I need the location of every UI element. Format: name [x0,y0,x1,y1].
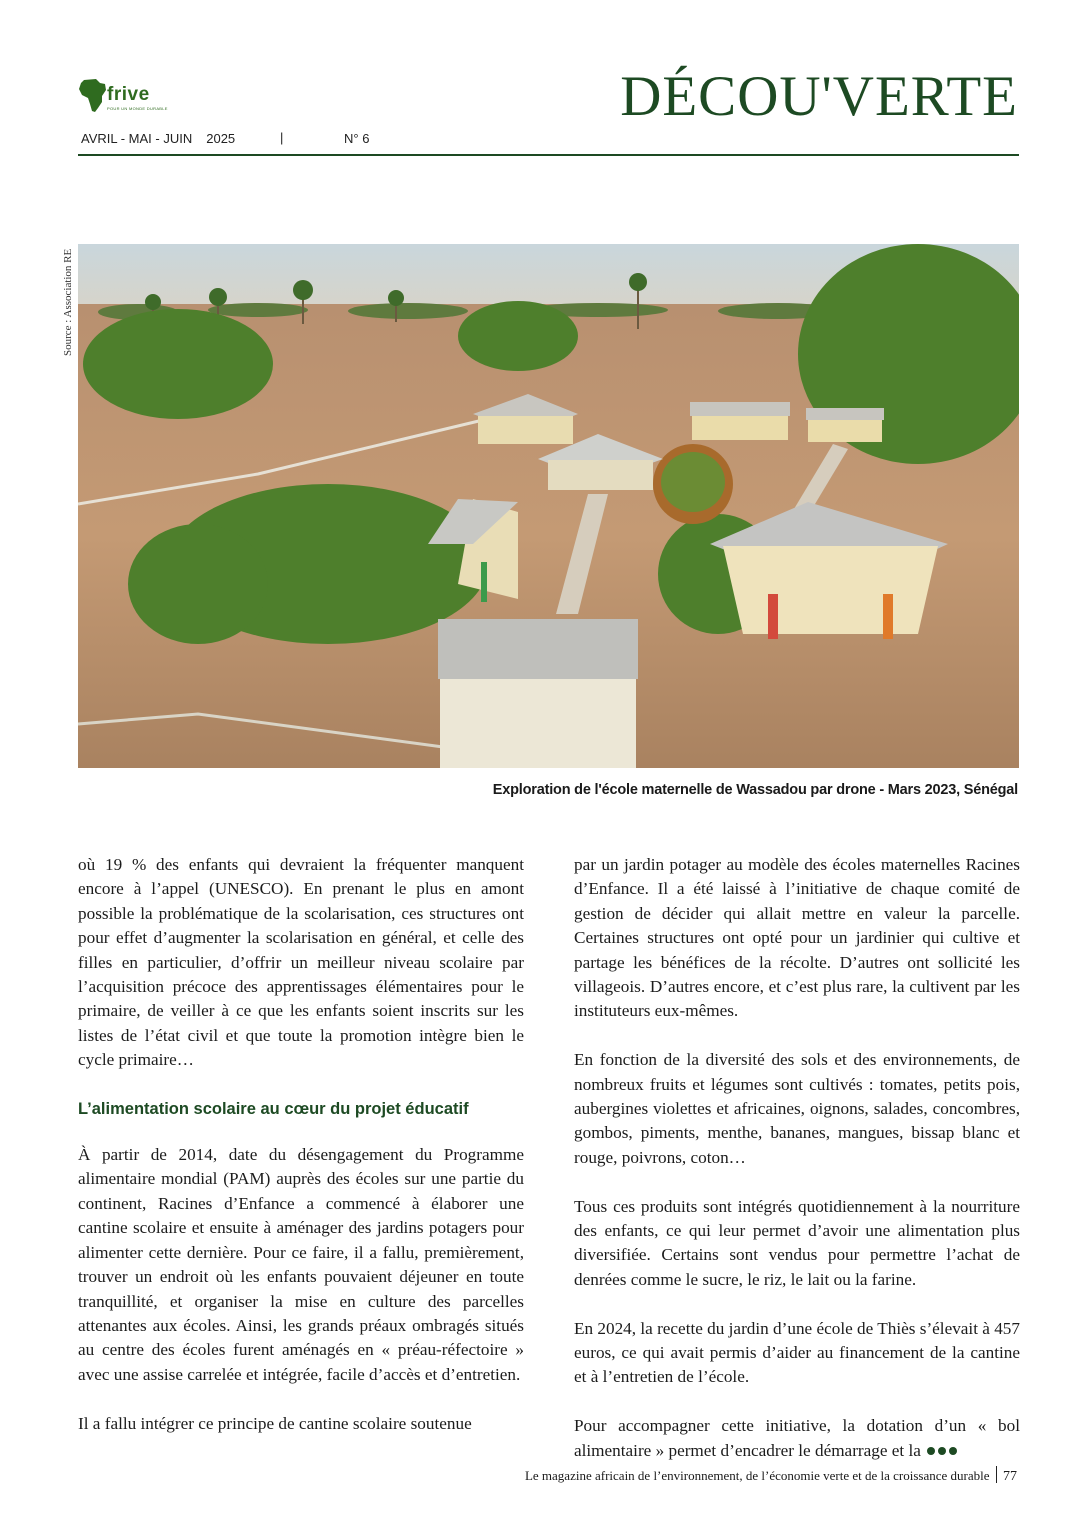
paragraph: Il a fallu intégrer ce principe de cantine scolaire soutenue [78,1413,472,1433]
paragraph-continued [574,1414,1020,1463]
africa-map-icon [78,78,108,114]
paragraph: En fonction de la diversité des sols et des environnements, de nombreux fruits et légumes sont cultivés : tomates, petits pois, aubergines violettes et africaines, oignons, salades, concombres, gombos, piments, menthe, bananes, mangues, bissap blanc et rouge, poivrons, coton… [574,1050,1020,1167]
photo-credit: Source : Association RE [62,248,74,356]
photo-caption: Exploration de l'école maternelle de Wassadou par drone - Mars 2023, Sénégal [492,782,1018,798]
page-number: 77 [1003,1469,1017,1484]
aerial-illustration [78,244,1019,768]
section-title: DÉCOU'VERTE [620,65,1018,128]
paragraph: par un jardin potager au modèle des écoles maternelles Racines d’Enfance. Il a été laissé à l’initiative de chaque comité de gestion de décider qui allait mettre en valeur la parcelle. Certaines structures ont opté pour un jardinier qui cultive et partage les bénéfices de la récolte. D’autres ont sollicité les villageois. D’autres encore, et c’est plus rare, la cultivent par les instituteurs eux-mêmes. [574,855,1020,1021]
page-footer [525,1466,1017,1485]
logo-wordmark: frive [107,84,150,105]
article-column-left [78,853,524,1436]
issue-months: AVRIL - MAI - JUIN [81,131,193,146]
school-aerial-photo [78,244,1019,768]
header-divider [78,154,1019,156]
paragraph-text: Pour accompagner cette initiative, la dotation d’un « bol alimentaire » permet d’encadrer le démarrage et la [574,1416,1020,1460]
issue-info [81,130,370,146]
footer-divider [996,1466,998,1483]
article-column-right [574,853,1020,1463]
logo-tagline: POUR UN MONDE DURABLE [107,106,168,111]
paragraph: À partir de 2014, date du désengagement du Programme alimentaire mondial (PAM) auprès des écoles sur une partie du continent, Racines d’Enfance a commencé à élaborer une cantine scolaire et ensuite à aménager des jardins potagers pour alimenter cette dernière. Pour ce faire, il a fallu, premièrement, trouver un endroit où les enfants pouvaient déjeuner en toute tranquillité, et organiser la mise en culture des parcelles attenantes aux écoles. Ainsi, les grands préaux ombragés situés au centre des écoles furent aménagés en « préau-réfectoire » avec une assise carrelée et intégrée, facile d’accès et d’entretien. [78,1145,524,1384]
magazine-logo [78,78,188,118]
footer-tagline: Le magazine africain de l’environnement, de l’économie verte et de la croissance durable [524,1468,990,1483]
continuation-dots-icon [927,1439,960,1463]
paragraph: où 19 % des enfants qui devraient la fréquenter manquent encore à l’appel (UNESCO). En prenant le plus en amont possible la problématique de la scolarisation, ces structures ont pour effet d’augmenter la scolarisation en général, et celle des filles en particulier, d’offrir un meilleur niveau scolaire par l’acquisition précoce des apprentissages élémentaires pour le primaire, de veiller à ce que les enfants soient inscrits sur les listes de l’état civil et que toute la promotion intègre bien le cycle primaire… [78,855,524,1070]
issue-separator: | [280,130,284,145]
issue-year: 2025 [206,131,236,146]
section-subheading: L’alimentation scolaire au cœur du projet éducatif [78,1099,469,1118]
issue-number: N° 6 [344,131,370,146]
paragraph: Tous ces produits sont intégrés quotidiennement à la nourriture des enfants, ce qui leur permet d’avoir une alimentation plus diversifiée. Certains sont vendus pour permettre l’achat de denrées comme le sucre, le riz, le lait ou la farine. [574,1196,1020,1289]
paragraph: En 2024, la recette du jardin d’une école de Thiès s’élevait à 457 euros, ce qui avait permis d’aider au financement de la cantine et à l’entretien de l’école. [574,1318,1020,1387]
